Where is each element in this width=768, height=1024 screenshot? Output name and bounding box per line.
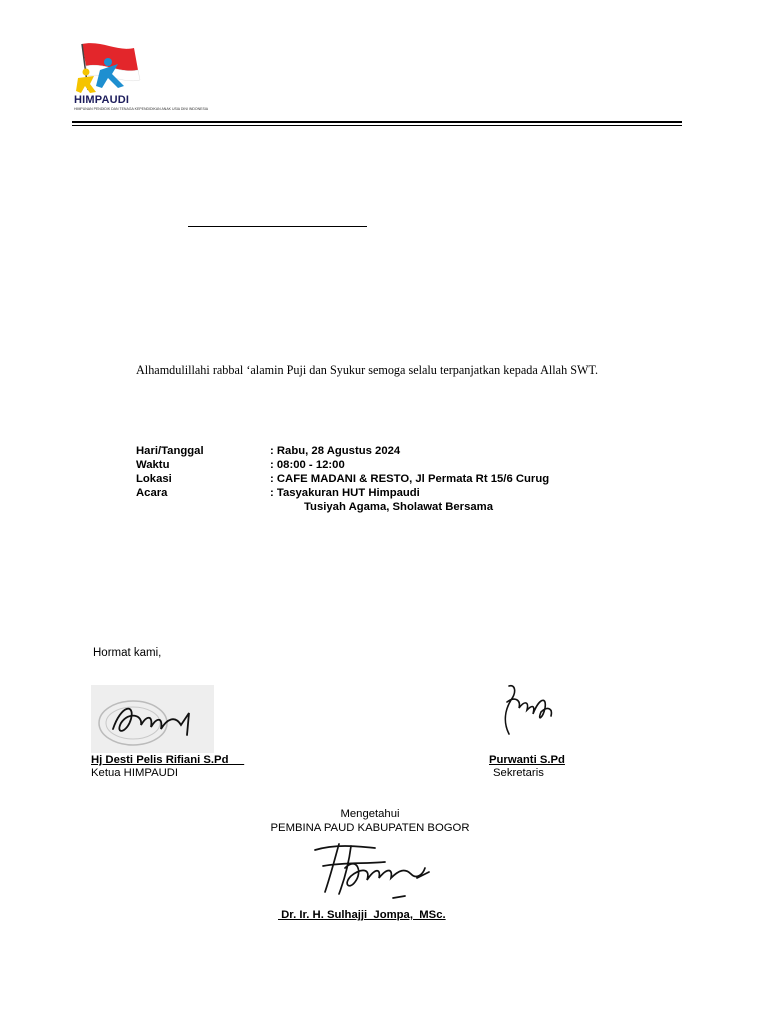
signature-chairman-icon bbox=[91, 685, 214, 753]
closing-text: Hormat kami, bbox=[93, 647, 162, 659]
signatory-name-chairman: Hj Desti Pelis Rifiani S.Pd bbox=[91, 754, 245, 766]
figure-blue-head-icon bbox=[104, 58, 112, 66]
detail-label: Waktu bbox=[136, 459, 170, 471]
detail-label: Acara bbox=[136, 487, 168, 499]
recipient-blank-line bbox=[188, 226, 367, 227]
figure-yellow-head-icon bbox=[83, 69, 90, 76]
header-rule-thick bbox=[72, 121, 682, 123]
signatory-role-secretary: Sekretaris bbox=[493, 767, 544, 779]
acknowledgement-heading: Mengetahui bbox=[340, 808, 400, 820]
signature-chairman bbox=[91, 685, 214, 753]
signature-supervisor bbox=[305, 838, 435, 906]
signature-secretary bbox=[495, 678, 565, 738]
figure-yellow-icon bbox=[76, 76, 96, 93]
detail-value: : Rabu, 28 Agustus 2024 bbox=[270, 445, 401, 457]
signatory-role-chairman: Ketua HIMPAUDI bbox=[91, 767, 179, 779]
detail-continuation: Tusiyah Agama, Sholawat Bersama bbox=[304, 501, 493, 513]
detail-value: : 08:00 - 12:00 bbox=[270, 459, 345, 471]
signatory-name-secretary: Purwanti S.Pd bbox=[489, 754, 565, 766]
detail-label: Lokasi bbox=[136, 473, 172, 485]
acknowledgement-institution: PEMBINA PAUD KABUPATEN BOGOR bbox=[270, 822, 470, 834]
supervisor-name: Dr. Ir. H. Sulhajji Jompa, MSc. bbox=[278, 909, 446, 921]
signature-supervisor-icon bbox=[305, 838, 435, 906]
detail-value: : CAFE MADANI & RESTO, Jl Permata Rt 15/6 Curug bbox=[270, 473, 550, 485]
logo-text: HIMPAUDI bbox=[74, 94, 130, 106]
detail-value: : Tasyakuran HUT Himpaudi bbox=[270, 487, 420, 499]
signature-secretary-icon bbox=[495, 678, 565, 738]
header-rule-thin bbox=[72, 125, 682, 126]
detail-label: Hari/Tanggal bbox=[136, 445, 204, 457]
logo-subtitle: HIMPUNAN PENDIDIK DAN TENAGA KEPENDIDIKAN ANAK USIA DINI INDONESIA bbox=[74, 107, 209, 111]
intro-paragraph: Alhamdulillahi rabbal ‘alamin Puji dan Syukur semoga selalu terpanjatkan kepada Allah SWT. bbox=[136, 363, 599, 377]
